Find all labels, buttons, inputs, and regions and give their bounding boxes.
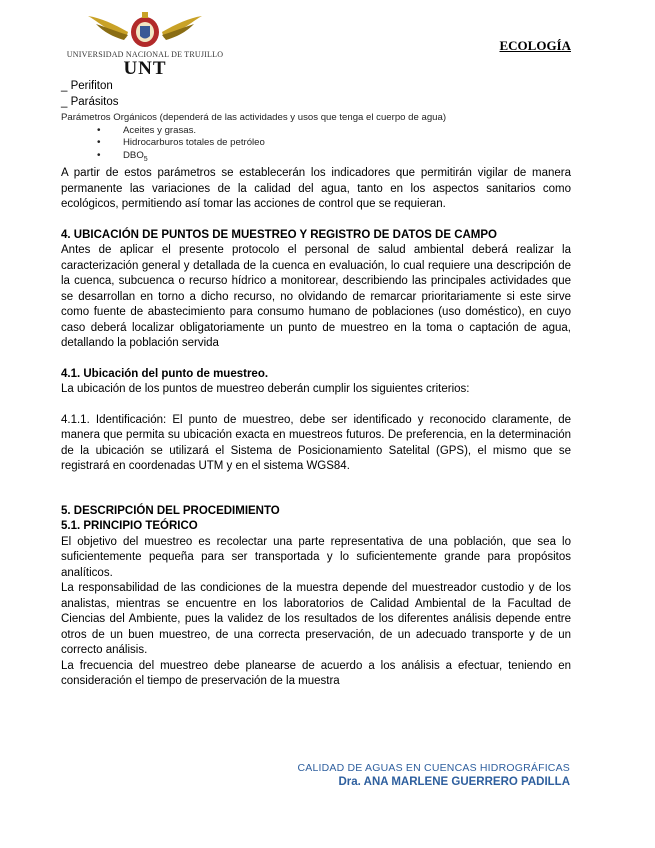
- section-5-1-paragraph-2: La responsabilidad de las condiciones de la muestra depende del muestreador custodio y de los analistas, mientras se encuentre en los laboratorios de Calidad Ambiental de la Facultad de Ciencias del Ambiente, pues la validez de los resultados de los diferentes análisis depende entre otros de un buen muestreo, de una correcta preservación, de un adecuado transporte y de un correcto análisis.: [61, 582, 571, 657]
- dbo-label: DBO: [123, 149, 144, 161]
- bullet-hidrocarburos: • Hidrocarburos totales de petróleo: [97, 137, 571, 150]
- section-5-1-paragraph-1: El objetivo del muestreo es recolectar una parte representativa de una población, que sea lo suficientemente pequeña para ser transportada y lo suficientemente grande para propósitos analíticos.: [61, 535, 571, 579]
- section-4-1-heading: 4.1. Ubicación del punto de muestreo.: [61, 367, 269, 380]
- document-header-title: ECOLOGÍA: [499, 38, 571, 53]
- section-4-paragraph: Antes de aplicar el presente protocolo el personal de salud ambiental deberá realizar la caracterización general y detallada de la cuenca en evaluación, lo cual requiere una descripción de la cuenca, subcuenca o recurso hídrico a monitorear, describiendo las principales actividades que se desarrollan en torno a dicho recurso, no olvidando de remarcar prioritariamente si este sirve como fuente de abastecimiento para consumo humano de poblaciones (uso doméstico), en cuyo caso deberá localizar obligatoriamente un punto de muestreo en la toma o captación de agua, detallando la población servida: [61, 244, 571, 350]
- logo-abbreviation: UNT: [123, 58, 167, 79]
- list-item-perifiton: _ Perifiton: [61, 80, 113, 92]
- bullet-aceites: • Aceites y grasas.: [97, 125, 571, 138]
- section-4-1-paragraph: La ubicación de los puntos de muestreo deberán cumplir los siguientes criterios:: [61, 383, 470, 396]
- section-5-heading: 5. DESCRIPCIÓN DEL PROCEDIMIENTO: [61, 504, 280, 517]
- university-logo: [66, 10, 224, 79]
- list-item-parasitos: _ Parásitos: [61, 95, 119, 108]
- section-4-1-1-paragraph: 4.1.1. Identificación: El punto de muestreo, debe ser identificado y reconocido claramente, de manera que permita su ubicación exacta en muestreos futuros. De preferencia, en la determinación de la ubicación se utilizará el Sistema de Posicionamiento Satelital (GPS), el mismo que se registrará en coordenadas UTM y en el sistema WGS84.: [61, 413, 571, 473]
- section-5-1-heading: 5.1. PRINCIPIO TEÓRICO: [61, 520, 198, 533]
- footer-course-title: CALIDAD DE AGUAS EN CUENCAS HIDROGRÁFICAS: [297, 762, 570, 774]
- section-4-heading: 4. UBICACIÓN DE PUNTOS DE MUESTREO Y REGISTRO DE DATOS DE CAMPO: [61, 228, 497, 241]
- section-5-1-paragraph-3: La frecuencia del muestreo debe planearse de acuerdo a los análisis a efectuar, teniendo en consideración el tiempo de preservación de la muestra: [61, 659, 571, 688]
- bullet-dbo: [97, 150, 571, 167]
- document-body: [61, 79, 571, 690]
- dbo-subscript: 5: [143, 155, 148, 163]
- organic-parameters-label: Parámetros Orgánicos (dependerá de las actividades y usos que tenga el cuerpo de agua): [61, 112, 447, 123]
- organic-parameters-list: [61, 125, 571, 167]
- paragraph-indicators: A partir de estos parámetros se establecerán los indicadores que permitirán vigilar de manera permanente las variaciones de la calidad del agua, tanto en los aspectos sanitarios como ecológicos, permitiendo así tomar las acciones de control que se requieran.: [61, 167, 571, 211]
- logo-lettering: UNIVERSIDAD NACIONAL DE TRUJILLO: [66, 50, 224, 59]
- footer-author: Dra. ANA MARLENE GUERRERO PADILLA: [338, 776, 570, 788]
